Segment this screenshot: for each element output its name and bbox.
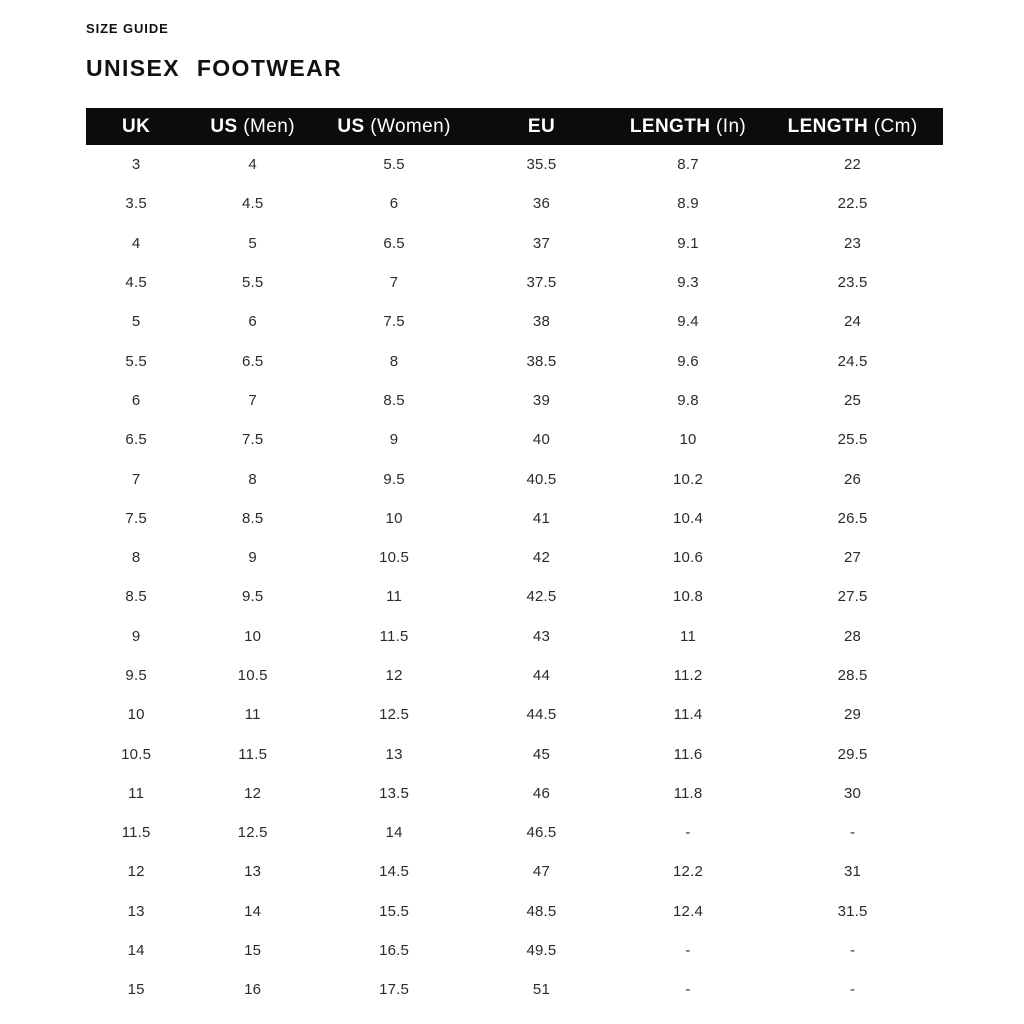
size-cell: 12.2 bbox=[673, 863, 704, 881]
column-header-us-women bbox=[319, 108, 469, 145]
table-row bbox=[86, 459, 943, 498]
size-cell: 44 bbox=[532, 667, 551, 684]
size-cell: 15 bbox=[244, 942, 262, 960]
size-cell: 8.9 bbox=[677, 195, 699, 213]
size-cell: 7 bbox=[389, 274, 399, 292]
column-header-main: US bbox=[337, 115, 365, 137]
size-cell: 25 bbox=[844, 391, 862, 409]
size-cell: 49.5 bbox=[526, 942, 557, 960]
size-cell: 44.5 bbox=[526, 706, 557, 724]
size-cell: 11 bbox=[386, 588, 403, 606]
size-cell: 14.5 bbox=[379, 863, 410, 881]
size-cell: 11.4 bbox=[673, 706, 703, 724]
column-header-uk bbox=[86, 108, 186, 145]
size-cell: 31.5 bbox=[837, 902, 868, 920]
size-cell: 13 bbox=[127, 902, 145, 920]
table-row bbox=[86, 892, 943, 931]
size-cell: 14 bbox=[385, 824, 403, 842]
size-cell: 23.5 bbox=[837, 274, 868, 292]
size-cell: 8 bbox=[248, 470, 257, 488]
size-cell: 40.5 bbox=[526, 470, 557, 488]
size-cell: 9.5 bbox=[383, 470, 405, 488]
size-cell: 23 bbox=[844, 234, 862, 252]
size-cell: 5.5 bbox=[241, 274, 264, 292]
size-cell: 10 bbox=[127, 706, 145, 724]
size-cell: 29 bbox=[844, 706, 862, 724]
size-cell: 4.5 bbox=[241, 195, 264, 213]
size-cell: 11.5 bbox=[238, 745, 268, 763]
size-cell: 5.5 bbox=[383, 156, 405, 174]
column-header-suffix: (In) bbox=[710, 115, 747, 137]
size-cell: 26 bbox=[844, 470, 862, 488]
size-cell: 8.5 bbox=[383, 391, 405, 409]
size-cell: 38.5 bbox=[526, 352, 557, 370]
size-cell: 7.5 bbox=[383, 313, 405, 331]
size-cell: 11.8 bbox=[673, 784, 703, 802]
size-cell: 3 bbox=[131, 156, 141, 174]
size-cell: 10.5 bbox=[237, 667, 268, 684]
table-row bbox=[86, 774, 943, 813]
size-table-body bbox=[86, 145, 943, 1010]
size-cell: 12 bbox=[244, 784, 262, 802]
size-cell: - bbox=[685, 981, 691, 999]
size-cell: 14 bbox=[244, 902, 262, 920]
size-cell: 11.2 bbox=[673, 667, 703, 684]
size-cell: 12.4 bbox=[673, 902, 704, 920]
size-cell: 15.5 bbox=[379, 902, 410, 920]
table-row bbox=[86, 224, 943, 263]
table-row bbox=[86, 813, 943, 852]
size-cell: 27.5 bbox=[837, 588, 868, 606]
size-cell: 22.5 bbox=[837, 195, 868, 213]
size-cell: 11 bbox=[128, 784, 145, 802]
size-cell: 5 bbox=[131, 313, 141, 331]
size-cell: 11.5 bbox=[121, 824, 151, 842]
size-cell: 15 bbox=[127, 981, 145, 999]
size-cell: 9.5 bbox=[241, 588, 264, 606]
size-cell: 16.5 bbox=[379, 942, 410, 960]
size-cell: 27 bbox=[844, 549, 862, 567]
size-cell: 8 bbox=[131, 549, 141, 567]
column-header-us-men bbox=[186, 108, 319, 145]
size-cell: 35.5 bbox=[526, 156, 557, 174]
size-cell: 30 bbox=[844, 784, 862, 802]
size-cell: 29.5 bbox=[837, 745, 868, 763]
size-cell: 9.5 bbox=[125, 667, 147, 684]
table-row bbox=[86, 695, 943, 734]
size-cell: 6.5 bbox=[241, 352, 264, 370]
size-cell: 10.4 bbox=[673, 509, 704, 527]
size-cell: 10 bbox=[385, 509, 403, 527]
size-cell: 17.5 bbox=[379, 981, 410, 999]
size-cell: 10.2 bbox=[673, 470, 704, 488]
table-row bbox=[86, 341, 943, 380]
size-cell: 42.5 bbox=[526, 588, 557, 606]
size-cell: - bbox=[849, 942, 856, 960]
column-header-main: US bbox=[210, 115, 238, 137]
size-cell: 43 bbox=[532, 627, 551, 645]
column-header-length-in bbox=[614, 108, 762, 145]
size-cell: 11 bbox=[680, 627, 696, 645]
size-cell: 28 bbox=[844, 627, 862, 645]
size-cell: 10 bbox=[679, 431, 697, 449]
size-cell: 5.5 bbox=[125, 352, 147, 370]
size-cell: 24 bbox=[844, 313, 862, 331]
size-cell: 9.6 bbox=[677, 352, 699, 370]
table-row bbox=[86, 538, 943, 577]
table-row bbox=[86, 499, 943, 538]
size-cell: 28.5 bbox=[837, 667, 868, 684]
column-header-main: LENGTH bbox=[629, 115, 711, 137]
size-cell: 48.5 bbox=[526, 902, 557, 920]
size-cell: 14 bbox=[127, 942, 145, 960]
size-cell: 7 bbox=[131, 470, 141, 488]
size-cell: 4 bbox=[131, 234, 141, 252]
table-row bbox=[86, 302, 943, 341]
size-cell: 51 bbox=[532, 981, 551, 999]
size-cell: 4 bbox=[248, 156, 257, 174]
size-cell: 11.6 bbox=[673, 745, 703, 763]
size-cell: - bbox=[849, 824, 856, 842]
size-cell: 22 bbox=[844, 156, 862, 174]
size-cell: 12.5 bbox=[379, 706, 410, 724]
size-cell: 11 bbox=[244, 706, 261, 724]
page-eyebrow: SIZE GUIDE bbox=[86, 21, 169, 36]
size-cell: 8.5 bbox=[125, 588, 147, 606]
size-cell: 24.5 bbox=[837, 352, 868, 370]
column-header-suffix: (Cm) bbox=[868, 115, 918, 137]
size-cell: 12.5 bbox=[237, 824, 268, 842]
size-cell: 9.8 bbox=[677, 391, 699, 409]
size-cell: 9.1 bbox=[677, 234, 699, 252]
table-row bbox=[86, 577, 943, 616]
size-cell: 38 bbox=[532, 313, 551, 331]
column-header-suffix: (Women) bbox=[364, 115, 451, 137]
size-cell: 8.7 bbox=[677, 156, 699, 174]
size-cell: 9 bbox=[389, 431, 399, 449]
table-row bbox=[86, 970, 943, 1009]
size-cell: 37.5 bbox=[526, 274, 557, 292]
size-cell: 6 bbox=[131, 391, 141, 409]
size-cell: 39 bbox=[532, 391, 551, 409]
size-cell: 3.5 bbox=[125, 195, 147, 213]
size-cell: 10.6 bbox=[673, 549, 704, 567]
size-cell: 8 bbox=[389, 352, 399, 370]
column-header-suffix: (Men) bbox=[237, 115, 295, 137]
size-cell: 45 bbox=[532, 745, 551, 763]
size-cell: 7 bbox=[248, 391, 257, 409]
size-cell: - bbox=[849, 981, 856, 999]
table-row bbox=[86, 656, 943, 695]
size-cell: 31 bbox=[844, 863, 862, 881]
column-header-eu bbox=[469, 108, 614, 145]
size-cell: 6 bbox=[389, 195, 399, 213]
size-cell: 13 bbox=[244, 863, 262, 881]
size-cell: 40 bbox=[532, 431, 551, 449]
header-row bbox=[86, 108, 943, 145]
table-row bbox=[86, 145, 943, 184]
size-cell: 9.4 bbox=[677, 313, 699, 331]
size-cell: 9 bbox=[248, 549, 257, 567]
table-row bbox=[86, 184, 943, 223]
column-header-main: LENGTH bbox=[787, 115, 869, 137]
size-cell: 10.8 bbox=[673, 588, 704, 606]
size-cell: 41 bbox=[532, 509, 551, 527]
table-row bbox=[86, 617, 943, 656]
size-cell: 37 bbox=[532, 234, 551, 252]
page-title: UNISEX FOOTWEAR bbox=[86, 55, 343, 81]
size-cell: 5 bbox=[248, 234, 257, 252]
size-cell: 12 bbox=[127, 863, 145, 881]
table-row bbox=[86, 381, 943, 420]
size-cell: 12 bbox=[385, 667, 403, 684]
table-row bbox=[86, 420, 943, 459]
size-cell: 6 bbox=[248, 313, 257, 331]
size-cell: 8.5 bbox=[241, 509, 264, 527]
size-cell: - bbox=[685, 824, 691, 842]
size-cell: 13.5 bbox=[379, 784, 410, 802]
size-table-header bbox=[86, 108, 943, 145]
size-cell: 4.5 bbox=[125, 274, 147, 292]
size-cell: 11.5 bbox=[379, 627, 409, 645]
size-cell: 47 bbox=[532, 863, 551, 881]
table-row bbox=[86, 263, 943, 302]
size-cell: 16 bbox=[244, 981, 262, 999]
size-cell: 6.5 bbox=[383, 234, 405, 252]
table-row bbox=[86, 734, 943, 773]
size-cell: 10.5 bbox=[121, 745, 152, 763]
size-cell: 26.5 bbox=[837, 509, 868, 527]
table-row bbox=[86, 931, 943, 970]
column-header-length-cm bbox=[762, 108, 943, 145]
column-header-main: EU bbox=[527, 115, 556, 137]
size-cell: 13 bbox=[385, 745, 403, 763]
size-cell: - bbox=[685, 942, 691, 960]
size-cell: 7.5 bbox=[125, 509, 147, 527]
column-header-main: UK bbox=[122, 115, 151, 137]
size-cell: 46.5 bbox=[526, 824, 557, 842]
size-cell: 25.5 bbox=[837, 431, 868, 449]
size-table bbox=[86, 108, 943, 1010]
size-cell: 10.5 bbox=[379, 549, 410, 567]
size-cell: 9.3 bbox=[677, 274, 699, 292]
size-cell: 7.5 bbox=[241, 431, 264, 449]
size-cell: 10 bbox=[244, 627, 262, 645]
table-row bbox=[86, 852, 943, 891]
size-cell: 6.5 bbox=[125, 431, 147, 449]
size-cell: 36 bbox=[532, 195, 551, 213]
size-cell: 46 bbox=[532, 784, 551, 802]
size-cell: 9 bbox=[131, 627, 141, 645]
size-cell: 42 bbox=[532, 549, 551, 567]
